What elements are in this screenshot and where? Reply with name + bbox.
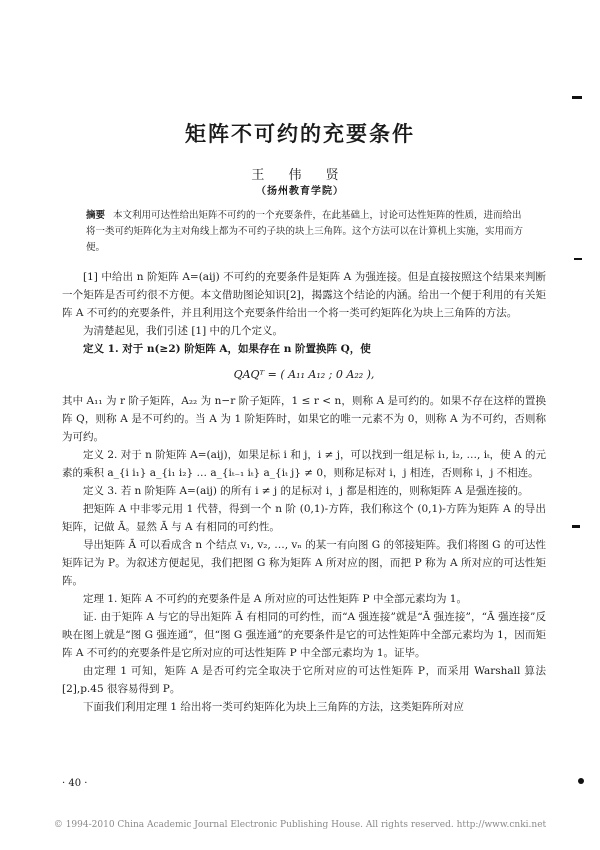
author-affiliation: （扬州教育学院）	[256, 186, 344, 197]
margin-mark	[572, 525, 580, 528]
paper-title: 矩阵不可约的充要条件	[185, 121, 415, 146]
matrix-formula: QAQᵀ = ( A₁₁ A₁₂ ; 0 A₂₂ ),	[233, 368, 375, 381]
paragraph: 为清楚起见，我们引述 [1] 中的几个定义。	[83, 325, 284, 337]
copyright-footer: © 1994-2010 China Academic Journal Electronic Publishing House. All rights reserved. http://www.cnki.net	[53, 820, 547, 830]
abstract-label: 摘要	[86, 210, 106, 221]
author-name: 王 伟 贤	[251, 168, 349, 183]
page-number: · 40 ·	[62, 778, 88, 789]
paragraph: [1] 中给出 n 阶矩阵 A=(aij) 不可约的充要条件是矩阵 A 为强连接。但是直接按照这个结果来判断一个矩阵是否可约很不方便。本文借助图论知识[2]，揭露这个结论的内涵。给出一个便于利用的有关矩阵 A 不可约的充要条件，并且利用这个充要条件给出一个将一类可约矩阵化为块上三角阵的方法。	[62, 271, 546, 319]
paragraph: 下面我们利用定理 1 给出将一类可约矩阵化为块上三角阵的方法，这类矩阵所对应	[83, 701, 464, 713]
abstract-text: 本文利用可达性给出矩阵不可约的一个充要条件，在此基础上，讨论可达性矩阵的性质，进而给出将一类可约矩阵化为主对角线上都为不可约子块的块上三角阵。这个方法可以在计算机上实施，实用而方便。	[86, 210, 524, 253]
paragraph: 其中 A₁₁ 为 r 阶子矩阵，A₂₂ 为 n−r 阶子矩阵，1 ≤ r < n，则称 A 是可约的。如果不存在这样的置换阵 Q，则称 A 是不可约的。当 A 为 1 阶矩阵时，如果它的唯一元素不为 0，则称 A 为不可约，否则称为可约。	[62, 395, 546, 443]
definition-2: 定义 2. 对于 n 阶矩阵 A=(aij)，如果足标 i 和 j，i ≠ j，可以找到一组足标 i₁, i₂, …, iₜ，使 A 的元素的乘积 a_{i i₁} a_{i₁ i₂} … a_{iₜ₋₁ iₜ} a_{iₜ j} ≠ 0，则称足标对 i，j 相连，否则称 i，j 不相连。	[62, 449, 546, 479]
theorem-1: 定理 1. 矩阵 A 不可约的充要条件是 A 所对应的可达性矩阵 P 中全部元素均为 1。	[83, 593, 467, 605]
paragraph: 由定理 1 可知，矩阵 A 是否可约完全取决于它所对应的可达性矩阵 P，而采用 Warshall 算法[2],p.45 很容易得到 P。	[62, 665, 546, 695]
abstract	[86, 208, 524, 256]
body-text	[62, 268, 546, 716]
proof: 证. 由于矩阵 A 与它的导出矩阵 Ā 有相同的可约性，而“A 强连接”就是“Ā 强连接”，“Ā 强连接”反映在图上就是“图 G 强连通”，但“图 G 强连通”的充要条件是它的可达性矩阵中全部元素均为 1，因而矩阵 A 不可约的充要条件是它所对应的可达性矩阵 P 中全部元素均为 1。证毕。	[62, 611, 546, 659]
definition-1: 定义 1. 对于 n(≥2) 阶矩阵 A，如果存在 n 阶置换阵 Q，使	[83, 343, 371, 355]
paragraph: 把矩阵 A 中非零元用 1 代替，得到一个 n 阶 (0,1)-方阵，我们称这个 (0,1)-方阵为矩阵 A 的导出矩阵，记做 Ā。显然 Ā 与 A 有相同的可约性。	[62, 503, 546, 533]
margin-mark	[574, 258, 582, 260]
definition-3: 定义 3. 若 n 阶矩阵 A=(aij) 的所有 i ≠ j 的足标对 i，j 都是相连的，则称矩阵 A 是强连接的。	[83, 485, 529, 497]
paragraph: 导出矩阵 Ā 可以看成含 n 个结点 v₁, v₂, …, vₙ 的某一有向图 G 的邻接矩阵。我们将图 G 的可达性矩阵记为 P。为叙述方便起见，我们把图 G 称为矩阵 A 所对应的图，而把 P 称为 A 所对应的可达性矩阵。	[62, 539, 546, 587]
margin-mark	[578, 778, 584, 784]
margin-mark	[572, 96, 582, 99]
